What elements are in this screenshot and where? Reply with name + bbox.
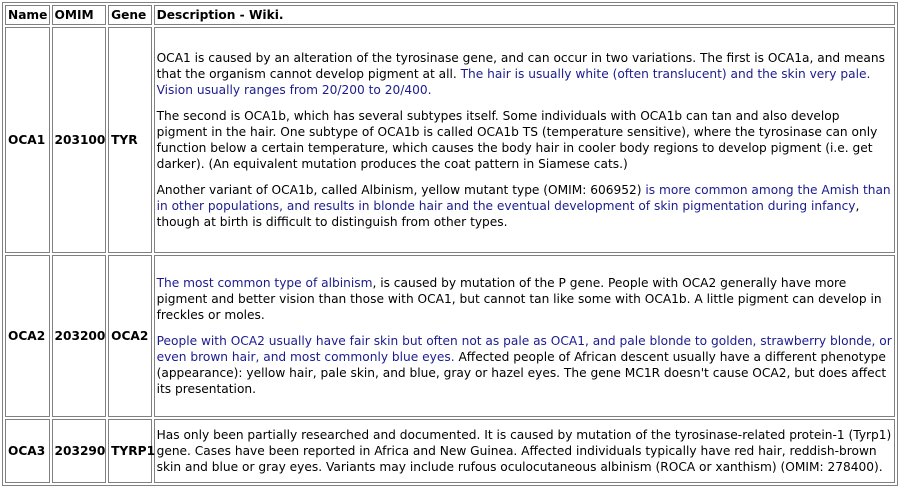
header-description: Description - Wiki.: [154, 5, 895, 25]
description-paragraph: [157, 182, 892, 230]
description-paragraph: [157, 427, 892, 475]
cell-description: [154, 27, 895, 253]
link-text[interactable]: People with OCA2 usually have fair skin but often not as pale as OCA1, and pale blonde to golden, strawberry blonde, or even brown hair, and most commonly blue eyes.: [156, 334, 892, 364]
cell-omim: 203290: [52, 419, 107, 483]
table-row: [5, 419, 895, 483]
plain-text: OCA1 is caused by an alteration of the tyrosinase gene, and can occur in two variations. The first is OCA1a, and means that the organism cannot develop pigment at all.: [156, 51, 885, 81]
cell-gene: TYR: [108, 27, 151, 253]
link-text[interactable]: The most common type of albinism: [156, 276, 373, 290]
cell-name: OCA1: [5, 27, 50, 253]
plain-text: Another variant of OCA1b, called Albinism, yellow mutant type (OMIM: 606952): [156, 183, 646, 197]
table-row: [5, 27, 895, 253]
cell-name: OCA2: [5, 255, 50, 417]
link-text[interactable]: is more common among the Amish than in other populations, and results in blonde hair and the eventual development of skin pigmentation during infancy: [156, 183, 891, 213]
header-omim: OMIM: [52, 5, 107, 25]
plain-text: Affected people of African descent usually have a different phenotype (appearance): yellow hair, pale skin, and blue, gray or hazel eyes. The gene MC1R doesn't cause OCA2, but does affect its presentation.: [156, 350, 887, 396]
plain-text: , is caused by mutation of the P gene. People with OCA2 generally have more pigment and better vision than those with OCA1, but cannot tan like some with OCA1b. A little pigment can develop in freckles or moles.: [156, 276, 882, 322]
albinism-table: [2, 2, 898, 486]
table-row: [5, 255, 895, 417]
link-text[interactable]: The hair is usually white (often translucent) and the skin very pale. Vision usually ranges from 20/200 to 20/400.: [156, 67, 871, 97]
description-paragraph: [157, 275, 892, 323]
cell-description: [154, 419, 895, 483]
cell-name: OCA3: [5, 419, 50, 483]
header-name: Name: [5, 5, 50, 25]
description-paragraph: [157, 108, 892, 172]
cell-description: [154, 255, 895, 417]
cell-gene: TYRP1: [108, 419, 151, 483]
table-header: [5, 5, 895, 25]
plain-text: The second is OCA1b, which has several subtypes itself. Some individuals with OCA1b can tan and also develop pigment in the hair. One subtype of OCA1b is called OCA1b TS (temperature sensitive), where the tyrosinase can only function below a certain temperature, which causes the body hair in cooler body regions to develop pigment (i.e. get darker). (An equivalent mutation produces the coat pattern in Siamese cats.): [156, 109, 878, 171]
cell-gene: OCA2: [108, 255, 151, 417]
page: [2, 2, 898, 486]
plain-text: , though at birth is difficult to distinguish from other types.: [156, 199, 860, 229]
header-row: [5, 5, 895, 25]
description-paragraph: [157, 333, 892, 397]
cell-omim: 203200: [52, 255, 107, 417]
cell-omim: 203100: [52, 27, 107, 253]
description-paragraph: [157, 50, 892, 98]
plain-text: Has only been partially researched and documented. It is caused by mutation of the tyrosinase-related protein-1 (Tyrp1) gene. Cases have been reported in Africa and New Guinea. Affected individuals typically have red hair, reddish-brown skin and blue or gray eyes. Variants may include rufous oculocutaneous albinism (ROCA or xanthism) (OMIM: 278400).: [156, 428, 892, 474]
header-gene: Gene: [108, 5, 151, 25]
